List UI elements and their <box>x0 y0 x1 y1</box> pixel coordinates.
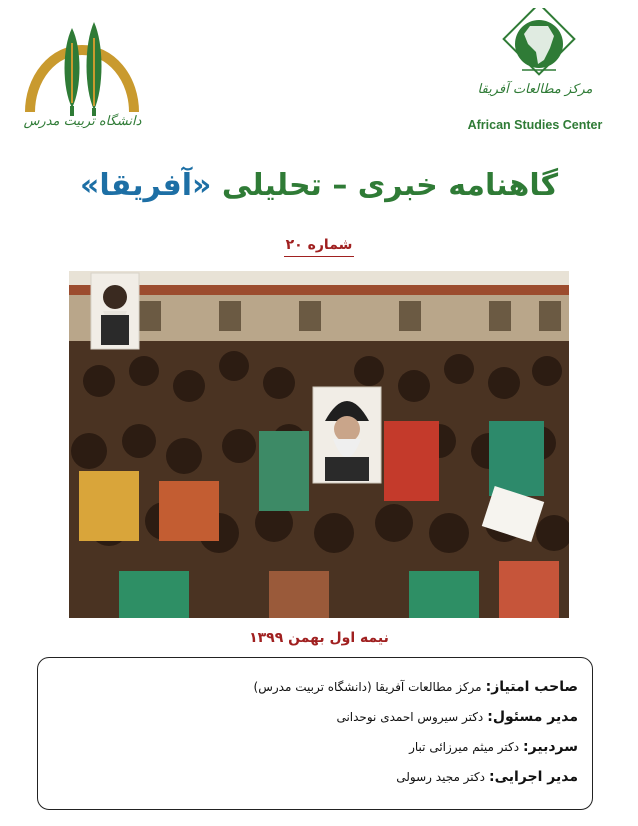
credit-value: مرکز مطالعات آفریقا (دانشگاه تربیت مدرس) <box>253 680 482 694</box>
credit-row-manager <box>52 702 578 732</box>
crowd-photo-illustration <box>69 271 569 618</box>
credit-key: سردبیر: <box>523 739 578 755</box>
credit-row-owner <box>52 672 578 702</box>
credit-row-editor <box>52 732 578 762</box>
university-name: دانشگاه تربیت مدرس <box>23 114 142 129</box>
title-part1: گاهنامه خبری – تحلیلی <box>221 168 559 203</box>
issue-date: نیمه اول بهمن ۱۳۹۹ <box>249 630 389 646</box>
credit-key: مدیر مسئول: <box>487 709 578 725</box>
issue-number <box>0 234 638 257</box>
cover-photo <box>69 271 569 618</box>
held-portrait-center <box>313 387 381 483</box>
issue-label: شماره ۲۰ <box>284 237 355 257</box>
credits-box <box>37 657 593 810</box>
credit-value: دکتر مجید رسولی <box>396 770 485 784</box>
credit-value: دکتر میثم میرزائی تبار <box>409 740 520 754</box>
credit-row-executive <box>52 762 578 792</box>
credit-key: صاحب امتیاز: <box>485 679 578 695</box>
credit-value: دکتر سیروس احمدی نوحدانی <box>336 710 484 724</box>
held-portrait-left <box>91 273 139 349</box>
african-studies-name-en: African Studies Center <box>467 118 603 132</box>
african-studies-name-fa: مرکز مطالعات آفریقا <box>477 82 593 97</box>
page-title <box>0 162 638 210</box>
title-part2: «آفریقا» <box>79 168 212 203</box>
credit-key: مدیر اجرایی: <box>488 769 578 785</box>
